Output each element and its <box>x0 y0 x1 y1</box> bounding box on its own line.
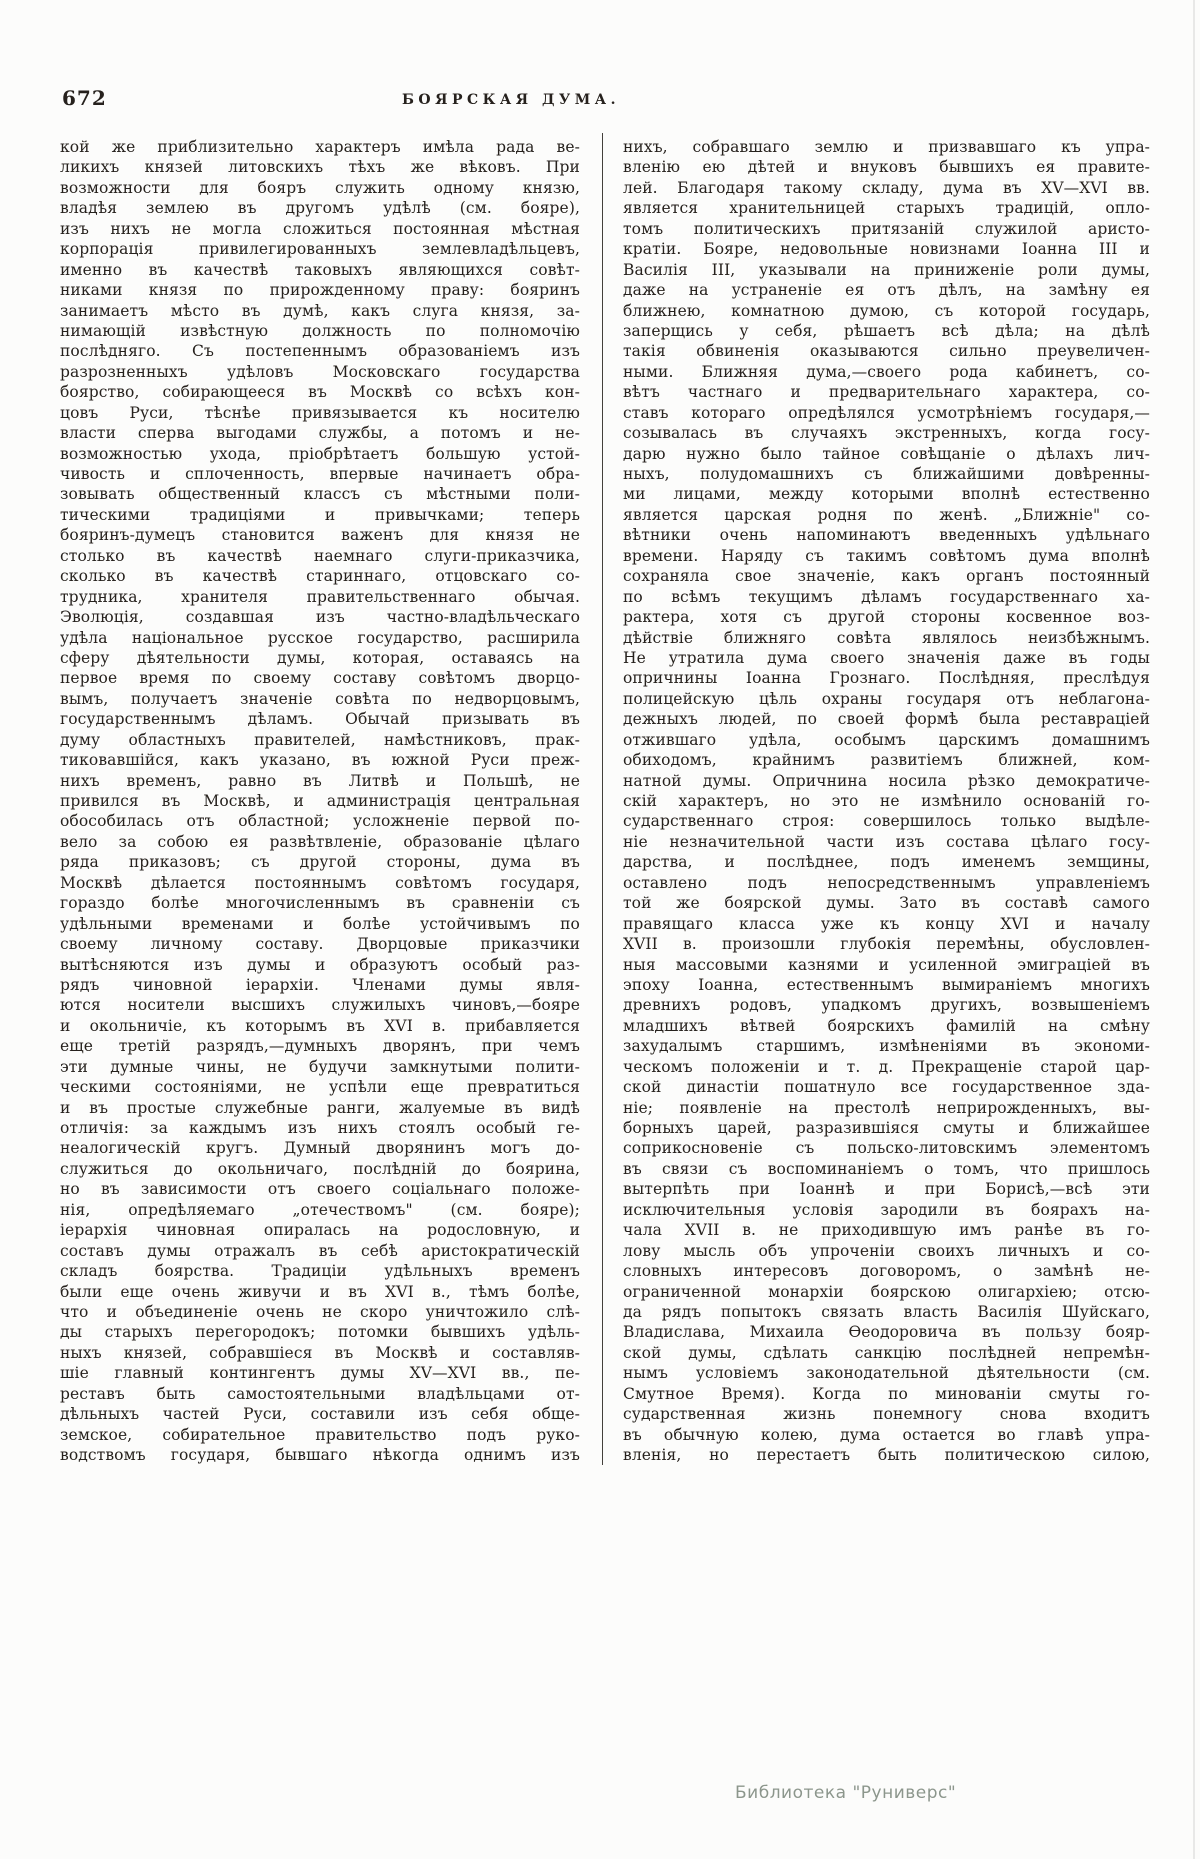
text-line: лей. Благодаря такому складу, дума въ XV—XVI вв. <box>623 178 1150 197</box>
text-line: даже на устраненіе ея отъ дѣлъ, на замѣну ея <box>623 281 1150 300</box>
text-line: ныхъ князей, собравшіеся въ Москвѣ и составляв- <box>60 1343 580 1362</box>
text-line: владѣя землею въ другомъ удѣлѣ (см. бояре), <box>60 199 580 218</box>
text-line: своему личному составу. Дворцовые приказчики <box>60 935 580 954</box>
scan-edge-artifact <box>1193 0 1195 1859</box>
running-title: БОЯРСКАЯ ДУМА. <box>401 92 621 108</box>
text-line: вѣтники очень напоминаютъ введенныхъ удѣльнаго <box>623 526 1150 545</box>
text-line: дѣйствіе ближняго совѣта являлось неизбѣжнымъ. <box>623 628 1150 647</box>
text-line: земское, собирательное правительство подъ руко- <box>60 1425 580 1444</box>
text-line: трудника, хранителя правительственнаго обычая. <box>60 587 580 606</box>
text-line: ближнею, комнатною думою, съ которой государь, <box>623 301 1150 320</box>
text-line: ограниченной монархіи боярскою олигархіею; отсю- <box>623 1282 1150 1301</box>
text-line: кратіи. Бояре, недовольные новизнами Іоанна III и <box>623 240 1150 259</box>
text-line: шіе главный контингентъ думы XV—XVI вв., пе- <box>60 1364 580 1383</box>
text-line: Смутное Время). Когда по минованіи смуты го- <box>623 1384 1150 1403</box>
text-line: привился въ Москвѣ, и администрація центральная <box>60 792 580 810</box>
text-line: чивость и сплоченность, впервые начинаетъ обра- <box>60 465 580 483</box>
text-columns <box>60 137 1150 1465</box>
text-line: бояринъ-думецъ становится важенъ для князя не <box>60 526 580 545</box>
text-line: вленія, но перестаетъ быть политическою силою, <box>623 1446 1150 1464</box>
text-line: Владислава, Михаила Ѳеодоровича въ пользу бояр- <box>623 1323 1150 1342</box>
page-number: 672 <box>62 86 107 110</box>
text-line: ческими состояніями, не успѣли еще превратиться <box>60 1078 580 1097</box>
text-line: опричнины Іоанна Грознаго. Послѣдняя, преслѣдуя <box>623 669 1150 688</box>
text-line: ликихъ князей литовскихъ тѣхъ же вѣковъ. При <box>60 158 580 177</box>
text-line: нихъ временъ, равно въ Литвѣ и Польшѣ, не <box>60 771 580 790</box>
text-line: по всѣмъ текущимъ дѣламъ государственнаго ха- <box>623 587 1150 606</box>
text-line: нихъ, собравшаго землю и призвавшаго къ упра- <box>623 138 1150 156</box>
text-line: вело за собою ея развѣтвленіе, образованіе цѣлаго <box>60 832 580 851</box>
text-line: эпоху Іоанна, естественнымъ вымираніемъ многихъ <box>623 975 1150 994</box>
text-line: ются носители высшихъ служилыхъ чиновъ,—бояре <box>60 996 580 1015</box>
text-line: нія, опредѣляемаго „отечествомъ" (см. бояре); <box>60 1200 580 1219</box>
text-line: созывалась въ случаяхъ экстренныхъ, когда госу- <box>623 424 1150 443</box>
text-line: возможностью ухода, пріобрѣтаетъ большую устой- <box>60 444 580 463</box>
text-line: скій характеръ, но это не измѣнило основаній го- <box>623 792 1150 810</box>
text-line: исключительныя условія зародили въ боярахъ на- <box>623 1200 1150 1219</box>
text-line: были еще очень живучи и въ XVI в., тѣмъ болѣе, <box>60 1282 580 1301</box>
text-line: отжившаго удѣла, особымъ царскимъ домашнимъ <box>623 730 1150 749</box>
text-line: является царская родня по женѣ. „Ближніе" со- <box>623 505 1150 524</box>
text-line: тиковавшійся, какъ указано, въ южной Руси преж- <box>60 751 580 770</box>
text-line: той же боярской думы. Зато въ составѣ самого <box>623 894 1150 913</box>
text-line: ными. Ближняя дума,—своего рода кабинетъ, со- <box>623 362 1150 381</box>
text-line: боярство, собирающееся въ Москвѣ со всѣхъ кон- <box>60 383 580 402</box>
text-line: составъ думы отражалъ въ себѣ аристократическій <box>60 1241 580 1260</box>
text-line: нымъ условіемъ законодательной дѣятельности (см. <box>623 1364 1150 1383</box>
text-line: въ связи съ воспоминаніемъ о томъ, что пришлось <box>623 1159 1150 1178</box>
text-line: эти думные чины, не будучи замкнутыми полити- <box>60 1057 580 1076</box>
text-line: полицейскую цѣль охраны государя отъ неблагона- <box>623 689 1150 708</box>
text-line: цовъ Руси, тѣснѣе привязывается къ носителю <box>60 403 580 422</box>
text-line: Василія III, указывали на приниженіе роли думы, <box>623 260 1150 279</box>
text-line: зовывать общественный классъ съ мѣстными поли- <box>60 485 580 504</box>
text-line: чала XVII в. не приходившую имъ ранѣе въ го- <box>623 1221 1150 1240</box>
text-line: разрозненныхъ удѣловъ Московскаго государства <box>60 362 580 381</box>
text-line: дѣльныхъ частей Руси, составили изъ себя обще- <box>60 1405 580 1424</box>
text-line: корпорація привилегированныхъ землевладѣльцевъ, <box>60 240 580 259</box>
text-line: и окольничіе, къ которымъ въ XVI в. прибавляется <box>60 1016 580 1035</box>
text-line: вленію ею дѣтей и внуковъ бывшихъ ея правите- <box>623 158 1150 177</box>
text-line: Москвѣ дѣлается постояннымъ совѣтомъ государя, <box>60 873 580 892</box>
text-line: обособилась отъ областной; усложненіе первой по- <box>60 812 580 831</box>
right-column <box>623 137 1150 1465</box>
left-column <box>60 137 580 1465</box>
text-line: сферу дѣятельности думы, которая, оставаясь на <box>60 648 580 667</box>
text-line: именно въ качествѣ таковыхъ являющихся совѣт- <box>60 260 580 279</box>
text-line: реставъ быть самостоятельными владѣльцами от- <box>60 1384 580 1403</box>
text-line: государственнымъ дѣламъ. Обычай призывать въ <box>60 710 580 729</box>
text-line: еще третій разрядъ,—думныхъ дворянъ, при чемъ <box>60 1037 580 1056</box>
text-line: послѣдняго. Съ постепеннымъ образованіемъ изъ <box>60 342 580 361</box>
text-line: лову мысль объ упроченіи своихъ личныхъ и со- <box>623 1241 1150 1260</box>
text-line: никами князя по прирожденному праву: бояринъ <box>60 281 580 300</box>
text-line: древнихъ родовъ, упадкомъ другихъ, возвышеніемъ <box>623 996 1150 1015</box>
text-line: но въ зависимости отъ своего соціальнаго положе- <box>60 1180 580 1199</box>
text-line: времени. Наряду съ такимъ совѣтомъ дума вполнѣ <box>623 546 1150 565</box>
text-line: ской династіи пошатнуло все государственное зда- <box>623 1078 1150 1097</box>
text-line: натной думы. Опричнина носила рѣзко демократиче- <box>623 771 1150 790</box>
text-line: борныхъ царей, разразившіяся смуты и ближайшее <box>623 1119 1150 1137</box>
text-line: возможности для бояръ служить одному князю, <box>60 178 580 197</box>
text-line: ныхъ, полудомашнихъ съ ближайшими довѣренны- <box>623 465 1150 483</box>
text-line: ніе; появленіе на престолѣ неприрожденныхъ, вы- <box>623 1098 1150 1117</box>
text-line: томъ политическихъ притязаній служилой аристо- <box>623 219 1150 238</box>
text-line: сколько въ качествѣ стариннаго, отцовскаго со- <box>60 567 580 586</box>
text-line: ряда приказовъ; съ другой стороны, дума въ <box>60 853 580 872</box>
text-line: оставлено подъ непосредственнымъ управленіемъ <box>623 873 1150 892</box>
text-line: XVII в. произошли глубокія перемѣны, обусловлен- <box>623 935 1150 954</box>
text-line: изъ нихъ не могла сложиться постоянная мѣстная <box>60 219 580 238</box>
text-line: ческомъ положеніи и т. д. Прекращеніе старой цар- <box>623 1057 1150 1076</box>
text-line: является хранительницей старыхъ традицій, опло- <box>623 199 1150 218</box>
text-line: захудалымъ старшимъ, измѣненіями въ экономи- <box>623 1037 1150 1056</box>
library-watermark: Библиотека "Руниверс" <box>735 1783 957 1803</box>
text-line: власти сперва выгодами службы, а потомъ и не- <box>60 424 580 443</box>
text-line: іерархія чиновная опиралась на родословную, и <box>60 1221 580 1240</box>
text-line: сударственная жизнь понемногу снова входитъ <box>623 1405 1150 1424</box>
text-line: водствомъ государя, бывшаго нѣкогда однимъ изъ <box>60 1446 580 1464</box>
text-line: что и объединеніе очень не скоро уничтожило слѣ- <box>60 1302 580 1321</box>
text-line: служиться до окольничаго, послѣдній до боярина, <box>60 1159 580 1178</box>
text-line: вытѣсняются изъ думы и образуютъ особый раз- <box>60 955 580 974</box>
text-line: занимаетъ мѣсто въ думѣ, какъ слуга князя, за- <box>60 301 580 320</box>
text-line: удѣла національное русское государство, расширила <box>60 628 580 647</box>
text-line: складъ боярства. Традиціи удѣльныхъ временъ <box>60 1262 580 1281</box>
text-line: нимающій извѣстную должность по полномочію <box>60 321 580 340</box>
text-line: ми лицами, между которыми вполнѣ естественно <box>623 485 1150 504</box>
text-line: дарю нужно было тайное совѣщаніе о дѣлахъ лич- <box>623 444 1150 463</box>
text-line: ныя массовыми казнями и усиленной эмиграціей въ <box>623 955 1150 974</box>
text-line: кой же приблизительно характеръ имѣла рада ве- <box>60 138 580 156</box>
text-line: удѣльными временами и болѣе устойчивымъ по <box>60 914 580 933</box>
text-line: столько въ качествѣ наемнаго слуги-приказчика, <box>60 546 580 565</box>
text-line: ставъ котораго опредѣлялся усмотрѣніемъ государя,— <box>623 403 1150 422</box>
text-line: тическими традиціями и привычками; теперь <box>60 505 580 524</box>
text-line: Эволюція, создавшая изъ частно-владѣльческаго <box>60 608 580 627</box>
text-line: вытерпѣть при Іоаннѣ и при Борисѣ,—всѣ эти <box>623 1180 1150 1199</box>
text-line: правящаго класса уже къ концу XVI и началу <box>623 914 1150 933</box>
text-line: отличія: за каждымъ изъ нихъ стоялъ особый ге- <box>60 1119 580 1137</box>
text-line: соприкосновеніе съ польско-литовскимъ элементомъ <box>623 1139 1150 1158</box>
text-line: сохраняла свое значеніе, какъ органъ постоянный <box>623 567 1150 586</box>
column-divider <box>602 133 603 1465</box>
text-line: ніе незначительной части изъ состава цѣлаго госу- <box>623 832 1150 851</box>
text-line: дарства, и послѣднее, подъ именемъ земщины, <box>623 853 1150 872</box>
text-line: заперщись у себя, рѣшаетъ всѣ дѣла; на дѣлѣ <box>623 321 1150 340</box>
text-line: младшихъ вѣтвей боярскихъ фамилій на смѣну <box>623 1016 1150 1035</box>
text-line: вымъ, получаетъ значеніе совѣта по недворцовымъ, <box>60 689 580 708</box>
text-line: Не утратила дума своего значенія даже въ годы <box>623 648 1150 667</box>
text-line: ды старыхъ перегородокъ; потомки бывшихъ удѣль- <box>60 1323 580 1342</box>
text-line: ской думы, сдѣлать санкцію послѣдней непремѣн- <box>623 1343 1150 1362</box>
text-line: первое время по своему составу совѣтомъ дворцо- <box>60 669 580 688</box>
text-line: вѣтъ частнаго и предварительнаго характера, со- <box>623 383 1150 402</box>
text-line: гораздо болѣе многочисленнымъ въ сравненіи съ <box>60 894 580 913</box>
text-line: да рядъ попытокъ связать власть Василія Шуйскаго, <box>623 1302 1150 1321</box>
text-line: неалогическій кругъ. Думный дворянинъ могъ до- <box>60 1139 580 1158</box>
text-line: обиходомъ, крайнимъ развитіемъ ближней, ком- <box>623 751 1150 770</box>
text-line: рактера, хотя съ другой стороны косвенное воз- <box>623 608 1150 627</box>
text-line: словныхъ интересовъ договоромъ, о замѣнѣ не- <box>623 1262 1150 1281</box>
text-line: рядъ чиновной іерархіи. Членами думы явля- <box>60 975 580 994</box>
text-line: и въ простые служебные ранги, жалуемые въ видѣ <box>60 1098 580 1117</box>
text-line: дежныхъ людей, по своей формѣ была реставраціей <box>623 710 1150 729</box>
text-line: думу областныхъ правителей, намѣстниковъ, прак- <box>60 730 580 749</box>
text-line: сударственнаго строя: совершилось только выдѣле- <box>623 812 1150 831</box>
text-line: въ обычную колею, дума остается во главѣ упра- <box>623 1425 1150 1444</box>
text-line: такія обвиненія оказываются сильно преувеличен- <box>623 342 1150 361</box>
